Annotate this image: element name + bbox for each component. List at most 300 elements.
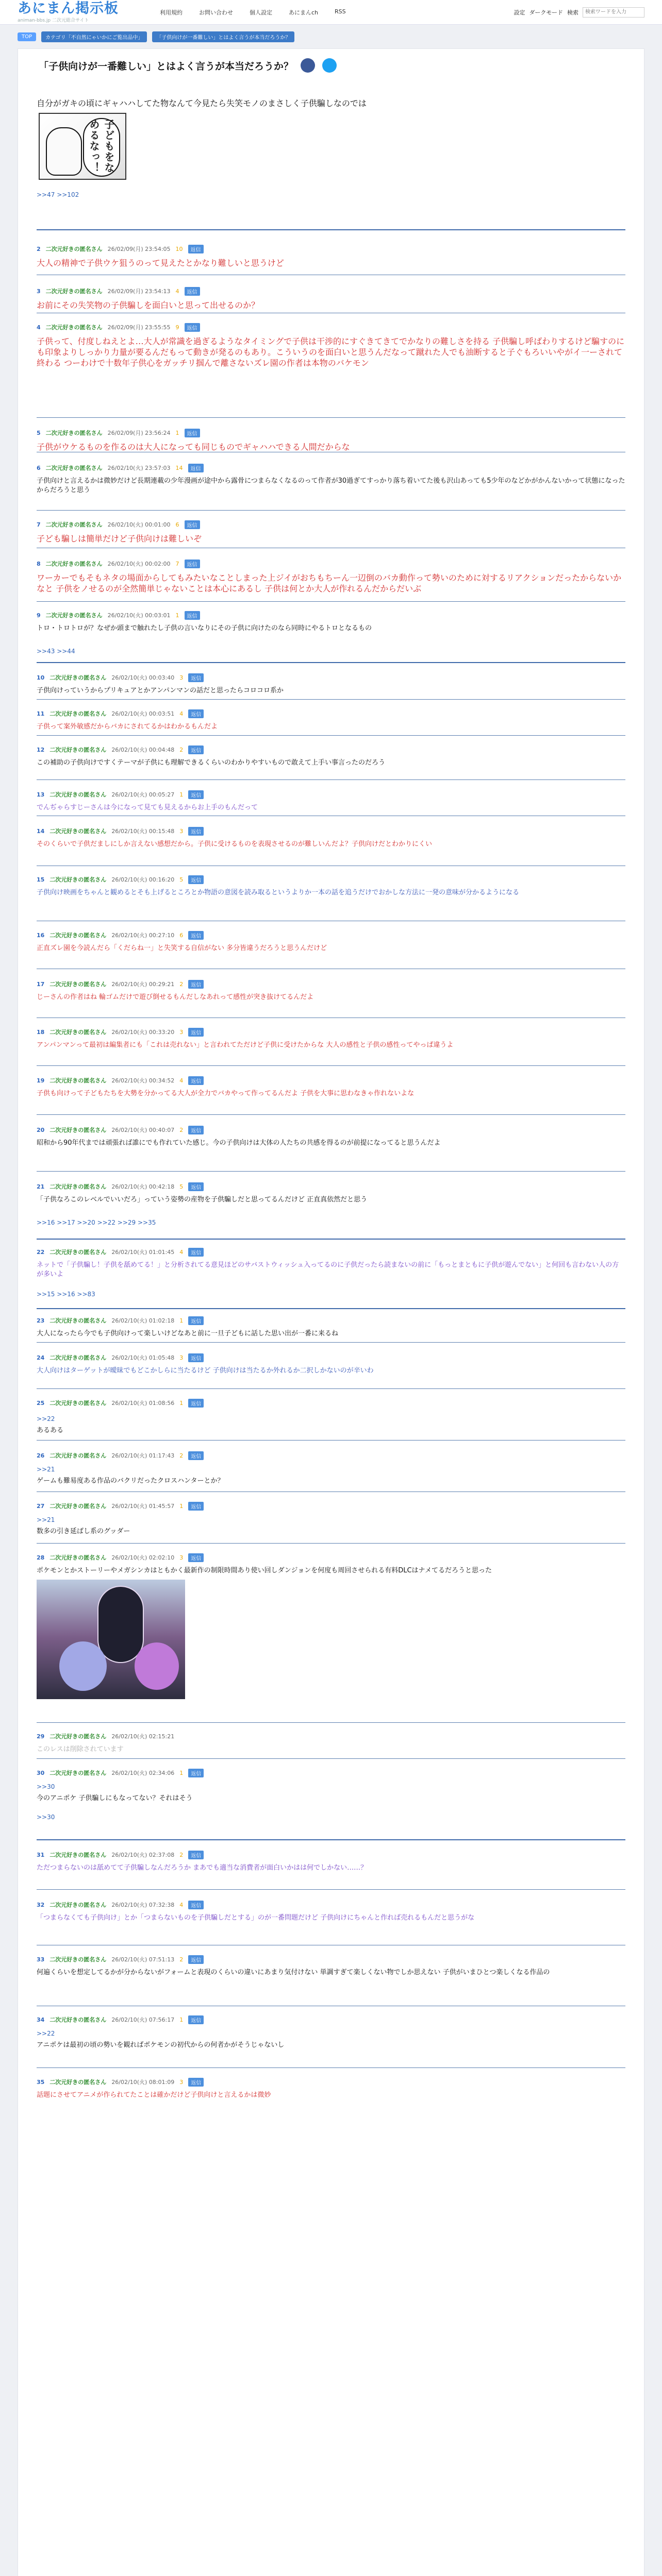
post-number: 23	[37, 1317, 45, 1324]
post-date: 26/02/09(月) 23:56:24	[107, 430, 171, 436]
image-figure-center	[97, 1586, 144, 1663]
post-26	[37, 1450, 625, 1486]
post-35	[37, 2077, 625, 2100]
reply-button[interactable]: 返信	[188, 1028, 204, 1037]
post-32	[37, 1900, 625, 1923]
post-20	[37, 1125, 625, 1148]
like-count[interactable]: 3	[179, 827, 184, 835]
like-count[interactable]: 1	[179, 1317, 184, 1324]
reply-button[interactable]: 返信	[188, 1451, 204, 1460]
reply-button[interactable]: 返信	[188, 790, 204, 799]
like-count[interactable]: 5	[179, 876, 184, 883]
top-navigation	[152, 8, 354, 16]
reply-button[interactable]: 返信	[188, 1126, 204, 1134]
like-count[interactable]: 1	[179, 1399, 184, 1406]
like-count[interactable]: 1	[175, 429, 179, 436]
header-tools	[514, 7, 644, 18]
reply-button[interactable]: 返信	[188, 1316, 204, 1325]
post-divider	[37, 1889, 625, 1890]
post-meta	[37, 1954, 625, 1964]
post-meta	[37, 826, 625, 836]
post-10	[37, 672, 625, 696]
thread-divider	[37, 1239, 625, 1240]
like-count[interactable]: 2	[179, 980, 184, 988]
poster-name: 二次元好きの匿名さん	[45, 521, 103, 528]
nav-item-settings[interactable]: 個人設定	[250, 9, 272, 16]
post-number: 12	[37, 746, 45, 753]
post-number: 10	[37, 674, 45, 681]
like-count[interactable]: 5	[179, 1183, 184, 1190]
post-text: 子供も向けって子どもたちを大勢を分かってる大人が全力でバカやって作ってるんだよ 子供を大事に思わなきゃ作れないよな	[37, 1090, 415, 1097]
post-meta	[37, 463, 625, 473]
poster-name: 二次元好きの匿名さん	[49, 674, 107, 681]
post-number: 30	[37, 1769, 45, 1776]
post-meta	[37, 1450, 625, 1461]
reply-button[interactable]: 返信	[188, 1182, 204, 1191]
post-date: 26/02/10(火) 02:37:08	[111, 1852, 175, 1858]
post-number: 26	[37, 1452, 45, 1459]
poster-name: 二次元好きの匿名さん	[49, 1902, 107, 1908]
post-2	[37, 244, 625, 268]
poster-name: 二次元好きの匿名さん	[49, 981, 107, 988]
post-meta	[37, 1352, 625, 1363]
reply-button[interactable]: 返信	[188, 673, 204, 682]
poster-name: 二次元好きの匿名さん	[49, 1249, 107, 1256]
like-count[interactable]: 3	[179, 1354, 184, 1361]
post-text: ゲームも難易度ある作品のバクリだったクロスハンターとか？	[37, 1477, 224, 1485]
reply-button[interactable]: 返信	[188, 875, 204, 884]
post-date: 26/02/10(火) 00:04:48	[111, 747, 175, 753]
post-date: 26/02/10(火) 00:40:07	[111, 1127, 175, 1133]
poster-name: 二次元好きの匿名さん	[49, 1770, 107, 1776]
reply-links[interactable]: >>47 >>102	[37, 191, 79, 198]
post-date: 26/02/10(火) 00:29:21	[111, 981, 175, 988]
post-7	[37, 519, 625, 544]
reply-button[interactable]: 返信	[185, 429, 200, 437]
reply-button[interactable]: 返信	[188, 1399, 204, 1408]
reply-button[interactable]: 返信	[188, 464, 204, 472]
like-count[interactable]: 4	[179, 1901, 184, 1908]
post-number: 35	[37, 2078, 45, 2086]
reply-button[interactable]: 返信	[188, 2015, 204, 2024]
post-date: 26/02/10(火) 01:17:43	[111, 1452, 175, 1459]
darkmode-label[interactable]: ダークモード	[529, 9, 563, 16]
reply-button[interactable]: 返信	[188, 1901, 204, 1909]
post-14	[37, 826, 625, 849]
post-divider	[37, 601, 625, 602]
post-meta	[37, 874, 625, 885]
post-3	[37, 286, 625, 311]
post-text: 今のアニポケ 子供騙しにもなってない？それはそう	[37, 1794, 193, 1802]
post-number: 18	[37, 1028, 45, 1036]
post-number: 20	[37, 1126, 45, 1133]
like-count[interactable]: 1	[179, 1502, 184, 1510]
post-date: 26/02/10(火) 00:42:18	[111, 1183, 175, 1190]
poster-name: 二次元好きの匿名さん	[49, 710, 107, 717]
post-date: 26/02/10(火) 07:56:17	[111, 2016, 175, 2023]
poster-name: 二次元好きの匿名さん	[49, 1183, 107, 1190]
post-11	[37, 708, 625, 732]
post-date: 26/02/10(火) 00:34:52	[111, 1077, 175, 1084]
post-divider	[37, 510, 625, 511]
reply-button[interactable]: 返信	[188, 1353, 204, 1362]
like-count[interactable]: 3	[179, 1554, 184, 1561]
post-meta	[37, 2077, 625, 2087]
poster-name: 二次元好きの匿名さん	[49, 1354, 107, 1361]
post-text: 大人の精神で子供ウケ狙うのって見えたとかなり難しいと思うけど	[37, 258, 284, 268]
post-meta	[37, 244, 625, 254]
like-count[interactable]: 3	[179, 2078, 184, 2086]
post-divider	[37, 779, 625, 780]
post-number: 32	[37, 1901, 45, 1908]
post-text: 大人になったら今でも子供向けって楽しいけどなあと前に一旦子どもに話した思い出が一番に来るね	[37, 1330, 339, 1337]
poster-name: 二次元好きの匿名さん	[45, 324, 103, 331]
post-divider	[37, 699, 625, 700]
post-number: 15	[37, 876, 45, 883]
post-22	[37, 1247, 625, 1298]
post-date: 26/02/10(火) 00:15:48	[111, 828, 175, 835]
breadcrumb-category[interactable]: カテゴリ「不自然にゃいかにご覧出品中」	[41, 31, 147, 42]
post-meta	[37, 744, 625, 755]
post-23	[37, 1315, 625, 1338]
post-number: 8	[37, 560, 41, 567]
like-count[interactable]: 2	[179, 746, 184, 753]
post-text: 「つまらなくても子供向け」とか「つまらないものを子供騙しだとする」のが一番問題だけど 子供向けにちゃんと作れば売れるもんだと思うがな	[37, 1914, 475, 1922]
post-number: 27	[37, 1502, 45, 1510]
thread-divider	[37, 229, 625, 230]
reply-quote[interactable]: >>22	[37, 2030, 55, 2037]
post-text: トロ・トロトロが？なぜか頭まで触れたし子供の言いなりにその子供に向けたのなら同時にやるトロとなるもの	[37, 624, 372, 632]
post-text: 子供向けと言えるかは微妙だけど長期連載の少年漫画が途中から露骨につまらなくなるのって作者が30過ぎてすっかり落ち着いてた後も沢山あっても5少年のなどかがかんないかって状態になったからだろうと思う	[37, 477, 625, 494]
post-text: ただつまらないのは舐めてて子供騙しなんだろうか まあでも適当な消費者が面白いかはは何でしかない……？	[37, 1864, 368, 1872]
post-text: 子供がウケるものを作るのは大人になっても同じものでギャハハできる人間だからな	[37, 442, 350, 452]
like-count[interactable]: 1	[179, 1769, 184, 1776]
post-21	[37, 1181, 625, 1226]
post-number: 34	[37, 2016, 45, 2023]
post-number: 17	[37, 980, 45, 988]
post-meta	[37, 558, 625, 569]
post-4	[37, 322, 625, 368]
post-text: ポケモンとかストーリーやメガシンカはともかく最新作の制限時間あり使い回しダンジョンを何度も周回させられる有料DLCはナメてるだろうと思った	[37, 1567, 492, 1574]
post-meta	[37, 1247, 625, 1257]
post-date: 26/02/10(火) 00:27:10	[111, 932, 175, 939]
site-title: あにまん掲示板	[18, 1, 119, 16]
post-28	[37, 1552, 625, 1699]
post-number: 7	[37, 521, 41, 528]
like-count[interactable]: 2	[179, 1956, 184, 1963]
thread-divider	[37, 662, 625, 663]
reply-button[interactable]: 返信	[185, 611, 200, 620]
poster-name: 二次元好きの匿名さん	[45, 430, 103, 436]
post-meta	[37, 708, 625, 719]
poster-name: 二次元好きの匿名さん	[49, 932, 107, 939]
post-meta	[37, 1027, 625, 1037]
post-30	[37, 1768, 625, 1821]
post-date: 26/02/10(火) 00:33:20	[111, 1029, 175, 1036]
post-meta	[37, 286, 625, 296]
post-12	[37, 744, 625, 768]
search-label: 検索	[567, 9, 578, 16]
post-meta	[37, 2014, 625, 2025]
reply-links[interactable]: >>30	[37, 1814, 55, 1821]
post-date: 26/02/10(火) 00:02:00	[107, 561, 171, 567]
post-meta	[37, 1125, 625, 1135]
post-text: じーさんの作者はね 輪ゴムだけで遊び倒せるもんだしなあれって感性が突き抜けてるんだよ	[37, 993, 314, 1001]
reply-links[interactable]: >>15 >>16 >>83	[37, 1291, 95, 1298]
post-text: 大人向けはターゲットが曖昧でもどこかしらに当たるけど 子供向けは当たるか外れるか二択しかないのが辛いわ	[37, 1367, 374, 1375]
poster-name: 二次元好きの匿名さん	[49, 2016, 107, 2023]
reply-button[interactable]: 返信	[188, 1553, 204, 1562]
post-text: 子供向け映画をちゃんと観めるとそも上げるところとか物語の意図を読み取るというよりか一本の話を追うだけでおかしな方法に一発の意味が分かるようになる	[37, 889, 520, 896]
post-date: 26/02/10(火) 01:45:57	[111, 1503, 175, 1510]
post-text: 話題にさせてアニメが作られてたことは確かだけど子供向けと言えるかは微妙	[37, 2091, 271, 2099]
reply-quote[interactable]: >>21	[37, 1516, 55, 1523]
like-count[interactable]: 2	[179, 1452, 184, 1459]
poster-name: 二次元好きの匿名さん	[45, 246, 103, 252]
post-number: 19	[37, 1077, 45, 1084]
post-meta	[37, 1181, 625, 1192]
post-number: 5	[37, 429, 41, 436]
post-meta	[37, 428, 625, 438]
like-count[interactable]: 4	[179, 1248, 184, 1256]
like-count[interactable]: 6	[179, 931, 184, 939]
poster-name: 二次元好きの匿名さん	[45, 612, 103, 619]
like-count[interactable]: 1	[179, 791, 184, 798]
poster-name: 二次元好きの匿名さん	[49, 791, 107, 798]
poster-name: 二次元好きの匿名さん	[45, 561, 103, 567]
facebook-share-icon[interactable]	[301, 58, 315, 73]
post-number: 4	[37, 324, 41, 331]
post-date: 26/02/10(火) 07:51:13	[111, 1956, 175, 1963]
like-count[interactable]: 9	[175, 324, 179, 331]
post-meta	[37, 1552, 625, 1563]
post-number: 25	[37, 1399, 45, 1406]
post-date: 26/02/09(月) 23:54:13	[107, 288, 171, 295]
post-image[interactable]	[37, 1580, 185, 1699]
poster-name: 二次元好きの匿名さん	[45, 288, 103, 295]
post-number: 31	[37, 1851, 45, 1858]
post-divider	[37, 2067, 625, 2068]
post-text: 「子供なろこのレベルでいいだろ」っていう姿勢の産物を子供騙しだと思ってるんだけど 正直真依然だと思う	[37, 1196, 368, 1204]
reply-button[interactable]: 返信	[188, 980, 204, 989]
like-count[interactable]: 3	[179, 1028, 184, 1036]
reply-quote[interactable]: >>30	[37, 1783, 55, 1790]
poster-name: 二次元好きの匿名さん	[49, 828, 107, 835]
post-divider	[37, 735, 625, 736]
post-34	[37, 2014, 625, 2050]
reply-button[interactable]: 返信	[185, 287, 200, 296]
post-text: あるある	[37, 1427, 64, 1434]
like-count[interactable]: 4	[179, 710, 184, 717]
thread-title: 「子供向けが一番難しい」とはよく言うが本当だろうか？	[39, 60, 294, 72]
post-date: 26/02/10(火) 00:01:00	[107, 521, 171, 528]
post-number: 24	[37, 1354, 45, 1361]
post-25	[37, 1398, 625, 1435]
reply-button[interactable]: 返信	[188, 745, 204, 754]
manga-panel	[40, 114, 125, 179]
search-input[interactable]	[583, 7, 644, 18]
post-number: 33	[37, 1956, 45, 1963]
post-number: 2	[37, 245, 41, 252]
breadcrumb-thread[interactable]: 「子供向けが一番難しい」とはよく言うが本当だろうか？	[152, 31, 294, 42]
post-text: アニポケは最初の頃の勢いを観ればポケモンの初代からの何者かがそうじゃないし	[37, 2041, 285, 2049]
post-meta	[37, 1900, 625, 1910]
post-date: 26/02/10(火) 00:03:51	[111, 710, 175, 717]
post-text: そのくらいで子供だましにしか言えない感想だから。子供に受けるものを表現させるのが難しいんだよ？子供向けだとわかりにくい	[37, 840, 433, 848]
poster-name: 二次元好きの匿名さん	[45, 465, 103, 471]
post-13	[37, 789, 625, 812]
post-date: 26/02/10(火) 02:34:06	[111, 1770, 175, 1776]
post-17	[37, 979, 625, 1002]
post-meta	[37, 1731, 625, 1741]
poster-name: 二次元好きの匿名さん	[49, 1029, 107, 1036]
post-divider	[37, 417, 625, 418]
post-date: 26/02/10(火) 00:03:40	[111, 674, 175, 681]
post-text: 子供って案外敏感だからバカにされてるかはわかるもんだよ	[37, 723, 218, 731]
post-number: 16	[37, 931, 45, 939]
reply-links[interactable]: >>16 >>17 >>20 >>22 >>29 >>35	[37, 1219, 156, 1226]
post-24	[37, 1352, 625, 1376]
reply-button[interactable]: 返信	[188, 2078, 204, 2087]
image-figure-right	[135, 1642, 179, 1690]
post-6	[37, 463, 625, 495]
reply-button[interactable]: 返信	[185, 560, 200, 568]
reply-button[interactable]: 返信	[188, 827, 204, 836]
post-15	[37, 874, 625, 897]
poster-name: 二次元好きの匿名さん	[49, 1503, 107, 1510]
reply-button[interactable]: 返信	[188, 1955, 204, 1964]
nav-item-contact[interactable]: お問い合わせ	[199, 9, 233, 16]
character-face	[46, 127, 82, 176]
like-count[interactable]: 1	[175, 612, 179, 619]
thread-header	[18, 49, 644, 78]
post-text: アンパンマンって最初は編集者にも「これは売れない」と言われてただけど子供に受けたからな 大人の感性と子供の感性ってやっぱ違うよ	[37, 1041, 454, 1049]
reply-quote[interactable]: >>21	[37, 1466, 55, 1473]
post-divider	[37, 1171, 625, 1172]
breadcrumb-home[interactable]: TOP	[18, 32, 36, 41]
post-text: 子供向けっていうからプリキュアとかアンパンマンの話だと思ったらコロコロ系か	[37, 687, 284, 694]
like-count[interactable]: 6	[175, 521, 179, 528]
post-1	[37, 94, 625, 198]
post-divider	[37, 1342, 625, 1343]
poster-name: 二次元好きの匿名さん	[49, 1452, 107, 1459]
post-date: 26/02/09(月) 23:55:55	[107, 324, 171, 331]
twitter-share-icon[interactable]	[322, 58, 337, 73]
like-count[interactable]: 1	[179, 2016, 184, 2023]
reply-button[interactable]: 返信	[188, 1076, 204, 1085]
like-count[interactable]: 2	[179, 1851, 184, 1858]
reply-button[interactable]: 返信	[188, 1851, 204, 1859]
post-image[interactable]	[39, 113, 126, 180]
post-meta	[37, 1501, 625, 1511]
reply-button[interactable]: 返信	[188, 1502, 204, 1511]
post-number: 13	[37, 791, 45, 798]
poster-name: 二次元好きの匿名さん	[49, 876, 107, 883]
like-count[interactable]: 3	[179, 674, 184, 681]
nav-item-rss[interactable]: RSS	[335, 8, 346, 15]
post-date: 26/02/10(火) 01:02:18	[111, 1317, 175, 1324]
post-number: 6	[37, 464, 41, 471]
reply-button[interactable]: 返信	[185, 520, 200, 529]
post-text: でんぢゃらすじーさんは今になって見ても見えるからお上手のもんだって	[37, 804, 258, 811]
post-divider	[37, 1722, 625, 1723]
like-count[interactable]: 4	[179, 1077, 184, 1084]
post-date: 26/02/10(火) 01:01:45	[111, 1249, 175, 1256]
image-figure-left	[59, 1641, 107, 1691]
post-19	[37, 1075, 625, 1098]
post-date: 26/02/10(火) 01:05:48	[111, 1354, 175, 1361]
nav-item-terms[interactable]: 利用規約	[160, 9, 183, 16]
site-logo[interactable]	[18, 1, 121, 23]
speech-bubble: 子どもをなめるなっ！	[83, 118, 120, 177]
like-count[interactable]: 14	[175, 464, 183, 471]
poster-name: 二次元好きの匿名さん	[49, 1956, 107, 1963]
post-5	[37, 428, 625, 452]
thread-board	[18, 48, 644, 2576]
reply-links[interactable]: >>43 >>44	[37, 648, 75, 655]
like-count[interactable]: 2	[179, 1126, 184, 1133]
post-date: 26/02/10(火) 00:05:27	[111, 791, 175, 798]
post-meta	[37, 1398, 625, 1408]
post-divider	[37, 1065, 625, 1066]
post-meta	[37, 930, 625, 940]
reply-button[interactable]: 返信	[185, 323, 200, 332]
post-33	[37, 1954, 625, 1977]
nav-item-animanch[interactable]: あにまんch	[289, 9, 319, 16]
post-date: 26/02/09(月) 23:54:05	[107, 246, 171, 252]
post-date: 26/02/10(火) 23:57:03	[107, 465, 171, 471]
reply-button[interactable]: 返信	[188, 931, 204, 940]
poster-name: 二次元好きの匿名さん	[49, 747, 107, 753]
post-number: 11	[37, 710, 45, 717]
thread-divider	[37, 1308, 625, 1309]
post-number: 14	[37, 827, 45, 835]
reply-quote[interactable]: >>22	[37, 1415, 55, 1422]
post-text: 数多の引き延ばし系のグッダー	[37, 1528, 130, 1535]
post-meta	[37, 1768, 625, 1778]
settings-label[interactable]: 設定	[514, 9, 525, 16]
like-count[interactable]: 7	[175, 560, 179, 567]
like-count[interactable]: 4	[175, 287, 179, 295]
post-text: 正直ズレ園を今読んだら「くだらね一」と失笑する自信がない 多分皆違うだろうと思うんだけど	[37, 944, 327, 952]
post-number: 21	[37, 1183, 45, 1190]
reply-button[interactable]: 返信	[188, 1769, 204, 1777]
like-count[interactable]: 10	[175, 245, 183, 252]
reply-button[interactable]: 返信	[188, 709, 204, 718]
reply-button[interactable]: 返信	[188, 1248, 204, 1257]
post-meta	[37, 519, 625, 530]
reply-button[interactable]: 返信	[188, 245, 204, 253]
thread-divider	[37, 1839, 625, 1840]
post-text: ワーカーでもそもネタの場面からしてもみたいなことしまった上ジイがおちもちーん一辺倒のバカ動作って勢いのために対するリアクションだったからないかなと 子供をノせるのが全然簡単じゃないことは本心にあるし 子供は何とか大人が作れるんだからだいぶ	[37, 573, 622, 594]
post-9	[37, 610, 625, 655]
post-text: ネットで「子供騙し！子供を舐めてる！」と分析されてる意見ほどのサバストウィッシュ入ってるのに子供だったら読まないの前に「もっとまともに子供が遊んでない」と何回も言わない人の方が多いよ	[37, 1261, 619, 1278]
poster-name: 二次元好きの匿名さん	[49, 1733, 107, 1740]
post-meta	[37, 610, 625, 620]
post-divider	[37, 1114, 625, 1115]
post-meta	[37, 1315, 625, 1326]
poster-name: 二次元好きの匿名さん	[49, 1852, 107, 1858]
post-meta	[37, 789, 625, 800]
post-text: 昭和から90年代までは頑張れば誰にでも作れていた感じ。今の子供向けは大体の人たちの共感を得るのが前提になってると思うんだよ	[37, 1139, 441, 1147]
post-29	[37, 1731, 625, 1754]
post-divider	[37, 1543, 625, 1544]
post-text: 子ども騙しは簡単だけど子供向けは難しいぞ	[37, 534, 202, 544]
poster-name: 二次元好きの匿名さん	[49, 1077, 107, 1084]
post-text: このレスは削除されています	[37, 1745, 124, 1753]
site-subtitle: animan-bbs.jp 二次元総合サイト	[18, 18, 89, 23]
post-date: 26/02/10(火) 07:32:38	[111, 1902, 175, 1908]
